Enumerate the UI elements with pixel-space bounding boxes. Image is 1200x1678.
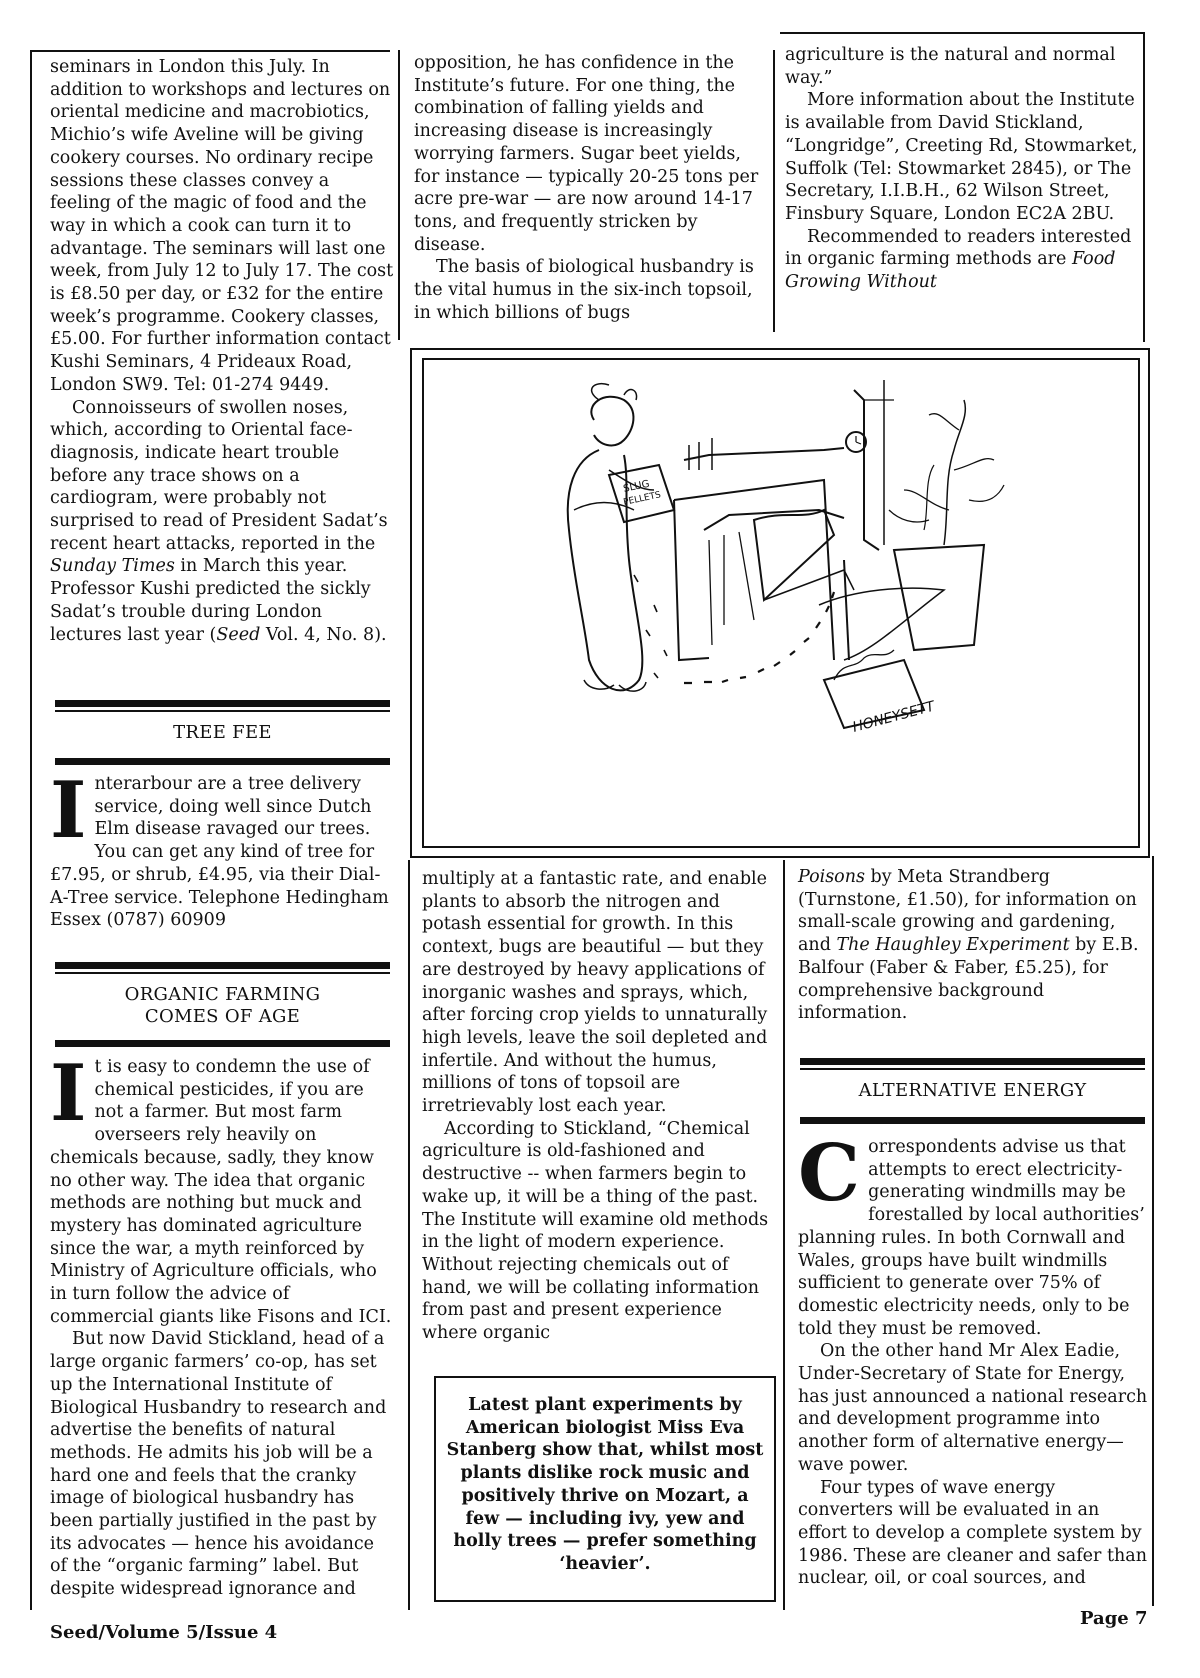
col3-top-article	[785, 44, 1140, 294]
organic-heading-line-1: ORGANIC FARMING	[124, 984, 321, 1005]
slug-pellets-label-2: PELLETS	[622, 490, 662, 508]
energy-dropcap: C	[798, 1128, 861, 1219]
organic-dropcap: I	[50, 1048, 87, 1139]
plant-music-quote: Latest plant experiments by American biologist Miss Eva Stanberg show that, whilst most plants dislike rock music and positively thrive on Mozart, a few — including ivy, yew and holly trees — prefer something ‘heavier’.	[446, 1395, 764, 1574]
tree-fee-article	[50, 765, 395, 932]
frame-top-col1	[30, 50, 390, 52]
frame-top-right	[780, 32, 1144, 34]
frame-left-col1	[30, 50, 32, 1610]
organic-paragraph-1: t is easy to condemn the use of chemical pesticides, if you are not a farmer. But most farm overseers rely heavily on chemicals because, sadly, they know no other way. The idea that organic methods are nothing but muck and mystery has dominated agriculture since the war, a myth reinforced by Ministry of Agriculture officials, who in turn follow the advice of commercial giants like Fisons and ICI.	[50, 1057, 392, 1327]
energy-paragraph-3: Four types of wave energy converters will be evaluated in an effort to develop a complete system by 1986. These are cleaner and safer than nuclear, oil, or coal sources, and	[798, 1477, 1147, 1589]
col3-bottom-article	[798, 866, 1148, 1025]
tree-fee-text: nterarbour are a tree delivery service, doing well since Dutch Elm disease ravaged our trees. You can get any kind of tree for £7.95, or shrub, £4.95, via their Dial-A-Tree service. Telephone Hedingham Essex (0787) 60909	[50, 774, 389, 931]
organic-article	[50, 1048, 395, 1601]
col3-top-paragraph-3: Recommended to readers interested in organic farming methods are Food Growing Without	[785, 226, 1132, 293]
col2-top-article	[414, 52, 769, 324]
energy-article	[798, 1128, 1148, 1590]
organic-heading-rule-top-thin	[55, 972, 390, 974]
col2-bottom-article	[422, 868, 777, 1345]
tree-fee-dropcap: I	[50, 765, 87, 856]
organic-heading-rule-top	[55, 962, 390, 969]
energy-paragraph-2: On the other hand Mr Alex Eadie, Under-Secretary of State for Energy, has just announced a national research and development programme into another form of alternative energy—wave power.	[798, 1341, 1148, 1475]
plant-music-box	[434, 1376, 776, 1602]
frame-right-bottom	[1152, 856, 1154, 1606]
col2-top-paragraph-1: opposition, he has confidence in the Institute’s future. For one thing, the combination of falling yields and increasing disease is increasingly worrying farmers. Sugar beet yields, for instance — typically 20-25 tons per acre pre-war — are now around 14-17 tons, and frequently stricken by disease.	[414, 53, 759, 255]
tree-heading-rule-top	[55, 700, 390, 707]
cartoonist-signature: HONEYSETT	[850, 698, 937, 736]
footer-page-number: Page 7	[1080, 1608, 1148, 1629]
col2-bottom-paragraph-2: According to Stickland, “Chemical agriculture is old-fashioned and destructive -- when farmers begin to wake up, it will be a thing of the past. The Institute will examine old methods in the light of modern experience. Without rejecting chemicals out of hand, we will be collating information from past and present experience where organic	[422, 1118, 769, 1344]
energy-heading-rule-top	[800, 1058, 1145, 1065]
divider-col1-col2	[398, 50, 400, 340]
tree-heading-rule-top-thin	[55, 710, 390, 712]
divider-col2-col3-top	[773, 50, 775, 332]
divider-col2-col3-bottom	[783, 860, 785, 1610]
col1-paragraph-1: seminars in London this July. In addition to workshops and lectures on oriental medicine and macrobiotics, Michio’s wife Aveline will be giving cookery courses. No ordinary recipe sessions these classes convey a feeling of the magic of food and the way in which a cook can turn it to advantage. The seminars will last one week, from July 12 to July 17. The cost is £8.50 per day, or £32 for the entire week’s programme. Cookery classes, £5.00. For further information contact Kushi Seminars, 4 Prideaux Road, London SW9. Tel: 01-274 9449.	[50, 57, 394, 395]
cartoon-illustration	[424, 360, 1138, 846]
alternative-energy-heading: ALTERNATIVE ENERGY	[858, 1080, 1087, 1101]
col3-bottom-paragraph-1: Poisons by Meta Strandberg (Turnstone, £1.50), for information on small-scale growing and gardening, and The Haughley Experiment by E.B. Balfour (Faber & Faber, £5.25), for comprehensive background information.	[798, 867, 1139, 1024]
footer-issue-label: Seed/Volume 5/Issue 4	[50, 1622, 278, 1643]
slug-pellets-label-1: SLUG	[622, 478, 651, 495]
energy-paragraph-1: orrespondents advise us that attempts to erect electricity-generating windmills may be forestalled by local authorities’ planning rules. In both Cornwall and Wales, groups have built windmills sufficient to generate over 75% of domestic electricity needs, only to be told they must be removed.	[798, 1137, 1145, 1339]
col3-top-paragraph-1: agriculture is the natural and normal way.”	[785, 45, 1116, 88]
col2-bottom-paragraph-1: multiply at a fantastic rate, and enable plants to absorb the nitrogen and potash essential for growth. In this context, bugs are beautiful — but they are destroyed by heavy applications of inorganic washes and sprays, which, after forcing crop yields to unnaturally high levels, leave the soil depleted and infertile. And without the humus, millions of tons of topsoil are irretrievably lost each year.	[422, 869, 768, 1117]
organic-heading-line-2: COMES OF AGE	[144, 1006, 301, 1027]
organic-heading-rule-bottom	[55, 1040, 390, 1047]
col1-article-continued	[50, 56, 395, 646]
col2-top-paragraph-2: The basis of biological husbandry is the vital humus in the six-inch topsoil, in which billions of bugs	[414, 257, 754, 323]
col1-paragraph-2: Connoisseurs of swollen noses, which, according to Oriental face-diagnosis, indicate heart trouble before any trace shows on a cardiogram, were probably not surprised to read of President Sadat’s recent heart attacks, reported in the Sunday Times in March this year. Professor Kushi predicted the sickly Sadat’s trouble during London lectures last year (Seed Vol. 4, No. 8).	[50, 397, 388, 645]
energy-heading-rule-top-thin	[800, 1068, 1145, 1070]
organic-paragraph-2: But now David Stickland, head of a large organic farmers’ co-op, has set up the International Institute of Biological Husbandry to research and advertise the benefits of natural methods. He admits his job will be a hard one and feels that the cranky image of biological husbandry has been partially justified in the past by its advocates — hence his avoidance of the “organic farming” label. But despite widespread ignorance and	[50, 1329, 387, 1600]
col3-top-paragraph-2: More information about the Institute is available from David Stickland, “Longridge”, Creeting Rd, Stowmarket, Suffolk (Tel: Stowmarket 2845), or The Secretary, I.I.B.H., 62 Wilson Street, Finsbury Square, London EC2A 2BU.	[785, 90, 1138, 224]
tree-heading-rule-bottom	[55, 758, 390, 765]
divider-col1-col2-bottom	[408, 860, 410, 1610]
tree-fee-heading: TREE FEE	[173, 722, 272, 743]
frame-right-top	[1143, 32, 1145, 342]
energy-heading-rule-bottom	[800, 1117, 1145, 1124]
